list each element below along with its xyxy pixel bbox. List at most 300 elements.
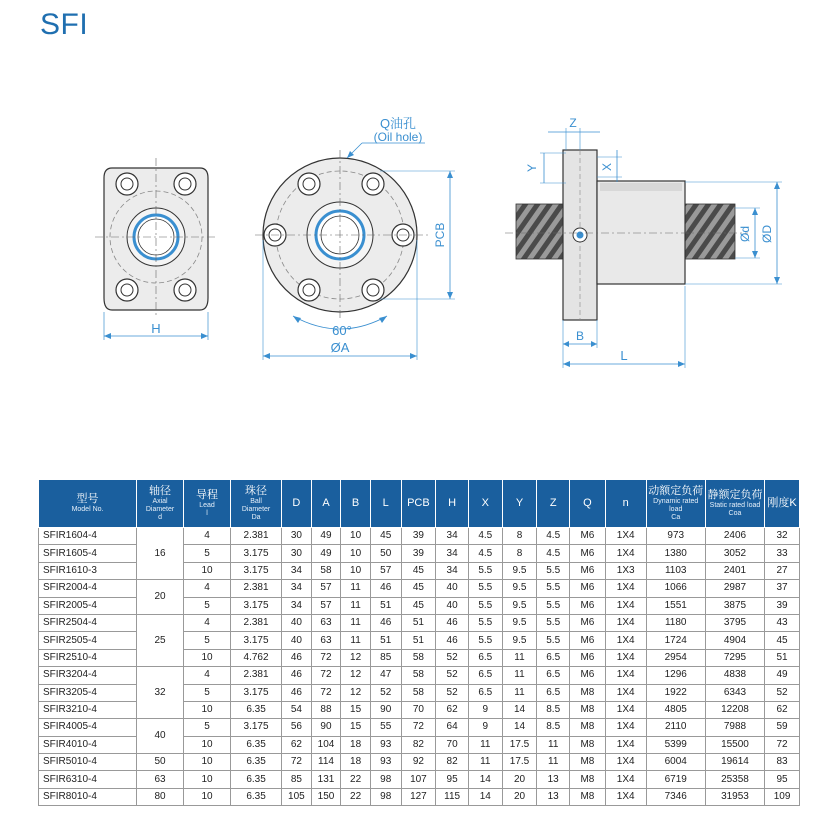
column-header-sublabel: l bbox=[206, 510, 208, 517]
table-cell: 4.5 bbox=[537, 545, 570, 562]
table-cell: 3052 bbox=[705, 545, 764, 562]
table-cell: 45 bbox=[370, 528, 401, 545]
table-cell: 51 bbox=[370, 632, 401, 649]
column-header bbox=[502, 480, 537, 528]
table-cell: 46 bbox=[370, 580, 401, 597]
table-cell: 4 bbox=[184, 580, 231, 597]
table-cell: 95 bbox=[436, 771, 469, 788]
table-cell: 25358 bbox=[705, 771, 764, 788]
table-cell: 50 bbox=[370, 545, 401, 562]
table-cell: 1103 bbox=[646, 562, 705, 579]
table-cell: 973 bbox=[646, 528, 705, 545]
table-cell: 4.5 bbox=[468, 545, 502, 562]
dim-l-label: L bbox=[620, 348, 628, 363]
table-cell: 32 bbox=[765, 528, 800, 545]
table-header-row bbox=[39, 480, 800, 528]
table-cell: 5.5 bbox=[468, 597, 502, 614]
model-cell: SFIR6310-4 bbox=[39, 771, 137, 788]
table-cell: 10 bbox=[184, 754, 231, 771]
side-view bbox=[505, 116, 782, 368]
table-cell: 109 bbox=[765, 788, 800, 805]
model-cell: SFIR2005-4 bbox=[39, 597, 137, 614]
table-cell: M8 bbox=[570, 684, 606, 701]
table-cell: 82 bbox=[401, 736, 436, 753]
table-cell: 9 bbox=[468, 701, 502, 718]
column-header-sublabel: Static rated load bbox=[709, 502, 761, 509]
table-cell: 1922 bbox=[646, 684, 705, 701]
model-cell: SFIR3204-4 bbox=[39, 667, 137, 684]
column-header-label: X bbox=[481, 497, 489, 509]
table-cell: 10 bbox=[184, 736, 231, 753]
table-cell: 40 bbox=[282, 632, 312, 649]
table-cell: 104 bbox=[311, 736, 341, 753]
table-cell: 56 bbox=[282, 719, 312, 736]
table-cell: 5.5 bbox=[468, 580, 502, 597]
table-cell: 11 bbox=[537, 736, 570, 753]
table-cell: 5 bbox=[184, 632, 231, 649]
table-cell: 46 bbox=[282, 649, 312, 666]
table-cell: 7988 bbox=[705, 719, 764, 736]
table-cell: 51 bbox=[401, 614, 436, 631]
table-cell: 3.175 bbox=[231, 684, 282, 701]
table-cell: 14 bbox=[502, 701, 537, 718]
model-cell: SFIR1604-4 bbox=[39, 528, 137, 545]
table-cell: 4.762 bbox=[231, 649, 282, 666]
table-cell: 14 bbox=[468, 788, 502, 805]
table-cell: 15500 bbox=[705, 736, 764, 753]
table-cell: 5.5 bbox=[537, 580, 570, 597]
table-cell: 4 bbox=[184, 528, 231, 545]
table-cell: 39 bbox=[401, 545, 436, 562]
table-cell: 11 bbox=[341, 614, 371, 631]
table-cell: 14 bbox=[502, 719, 537, 736]
diameter-cell: 25 bbox=[137, 614, 184, 666]
table-cell: 3.175 bbox=[231, 545, 282, 562]
table-cell: 46 bbox=[370, 614, 401, 631]
table-cell: M6 bbox=[570, 667, 606, 684]
table-cell: 70 bbox=[401, 701, 436, 718]
diameter-cell: 32 bbox=[137, 667, 184, 719]
table-cell: 114 bbox=[311, 754, 341, 771]
table-cell: 30 bbox=[282, 528, 312, 545]
column-header-sublabel: Coa bbox=[728, 510, 742, 517]
table-cell: 72 bbox=[311, 649, 341, 666]
table-cell: 3.175 bbox=[231, 632, 282, 649]
column-header-sublabel: Da bbox=[251, 514, 261, 521]
table-cell: 5.5 bbox=[537, 632, 570, 649]
diameter-cell: 63 bbox=[137, 771, 184, 788]
table-cell: 51 bbox=[370, 597, 401, 614]
table-cell: 150 bbox=[311, 788, 341, 805]
table-cell: 1X4 bbox=[605, 754, 646, 771]
dim-b-label: B bbox=[575, 329, 585, 343]
column-header-label: 静额定负荷 bbox=[707, 489, 763, 501]
column-header-label: 珠径 bbox=[245, 485, 268, 497]
column-header bbox=[537, 480, 570, 528]
table-cell: 1X4 bbox=[605, 614, 646, 631]
table-cell: 1X4 bbox=[605, 719, 646, 736]
table-row bbox=[39, 788, 800, 805]
table-cell: 115 bbox=[436, 788, 469, 805]
column-header-label: 型号 bbox=[76, 493, 99, 505]
table-cell: 12208 bbox=[705, 701, 764, 718]
column-header-label: Q bbox=[583, 497, 592, 509]
table-cell: 58 bbox=[401, 684, 436, 701]
table-cell: 64 bbox=[436, 719, 469, 736]
table-cell: 83 bbox=[765, 754, 800, 771]
model-cell: SFIR2004-4 bbox=[39, 580, 137, 597]
table-cell: 6.5 bbox=[468, 649, 502, 666]
table-cell: 2401 bbox=[705, 562, 764, 579]
table-cell: 1X4 bbox=[605, 597, 646, 614]
column-header-sublabel: Diameter bbox=[241, 506, 271, 513]
table-cell: 55 bbox=[370, 719, 401, 736]
column-header-sublabel: d bbox=[158, 514, 162, 521]
table-cell: 6.5 bbox=[468, 667, 502, 684]
table-cell: 63 bbox=[311, 632, 341, 649]
diameter-cell: 20 bbox=[137, 580, 184, 615]
table-cell: 6004 bbox=[646, 754, 705, 771]
column-header-label: 轴径 bbox=[149, 485, 172, 497]
table-cell: 46 bbox=[436, 632, 469, 649]
table-cell: 8.5 bbox=[537, 701, 570, 718]
table-cell: 72 bbox=[282, 754, 312, 771]
table-row bbox=[39, 528, 800, 545]
table-cell: 20 bbox=[502, 788, 537, 805]
table-cell: 9.5 bbox=[502, 632, 537, 649]
round-flange-view bbox=[255, 116, 455, 360]
dim-pcb-label: PCB bbox=[433, 222, 447, 248]
table-cell: 127 bbox=[401, 788, 436, 805]
column-header bbox=[370, 480, 401, 528]
table-cell: 13 bbox=[537, 771, 570, 788]
table-cell: 1X4 bbox=[605, 771, 646, 788]
table-cell: 62 bbox=[436, 701, 469, 718]
table-cell: 7346 bbox=[646, 788, 705, 805]
column-header-label: 导程 bbox=[196, 489, 219, 501]
table-cell: 3.175 bbox=[231, 597, 282, 614]
table-cell: 52 bbox=[436, 649, 469, 666]
table-cell: 6.35 bbox=[231, 788, 282, 805]
table-cell: 34 bbox=[436, 562, 469, 579]
column-header bbox=[39, 480, 137, 528]
table-row bbox=[39, 754, 800, 771]
table-cell: 3795 bbox=[705, 614, 764, 631]
table-row bbox=[39, 771, 800, 788]
table-cell: 46 bbox=[282, 684, 312, 701]
table-cell: 33 bbox=[765, 545, 800, 562]
table-cell: 30 bbox=[282, 545, 312, 562]
table-cell: M6 bbox=[570, 632, 606, 649]
spec-table bbox=[38, 479, 800, 806]
dim-d-big-label: ØD bbox=[760, 225, 774, 243]
table-cell: 34 bbox=[436, 545, 469, 562]
column-header-label: Z bbox=[549, 497, 557, 509]
table-cell: 131 bbox=[311, 771, 341, 788]
table-cell: 10 bbox=[341, 545, 371, 562]
table-cell: 11 bbox=[341, 580, 371, 597]
table-cell: 72 bbox=[765, 736, 800, 753]
table-cell: 40 bbox=[436, 597, 469, 614]
table-cell: 4.5 bbox=[537, 528, 570, 545]
table-cell: 11 bbox=[341, 632, 371, 649]
table-cell: 70 bbox=[436, 736, 469, 753]
model-cell: SFIR3210-4 bbox=[39, 701, 137, 718]
table-cell: 34 bbox=[436, 528, 469, 545]
table-cell: 47 bbox=[370, 667, 401, 684]
table-cell: 2.381 bbox=[231, 528, 282, 545]
table-cell: 15 bbox=[341, 701, 371, 718]
model-cell: SFIR5010-4 bbox=[39, 754, 137, 771]
table-cell: 19614 bbox=[705, 754, 764, 771]
oil-hole-label-cn: Q油孔 bbox=[379, 116, 417, 131]
table-cell: 11 bbox=[502, 684, 537, 701]
table-cell: 1380 bbox=[646, 545, 705, 562]
table-cell: 4904 bbox=[705, 632, 764, 649]
table-cell: 18 bbox=[341, 736, 371, 753]
table-cell: 9 bbox=[468, 719, 502, 736]
table-cell: 5399 bbox=[646, 736, 705, 753]
column-header bbox=[436, 480, 469, 528]
table-cell: 45 bbox=[401, 580, 436, 597]
table-cell: 11 bbox=[468, 754, 502, 771]
column-header-label: A bbox=[322, 497, 330, 509]
table-cell: 93 bbox=[370, 754, 401, 771]
model-cell: SFIR2504-4 bbox=[39, 614, 137, 631]
table-cell: 90 bbox=[370, 701, 401, 718]
table-cell: 8 bbox=[502, 545, 537, 562]
table-cell: 13 bbox=[537, 788, 570, 805]
diameter-cell: 16 bbox=[137, 528, 184, 580]
model-cell: SFIR4010-4 bbox=[39, 736, 137, 753]
table-cell: 17.5 bbox=[502, 754, 537, 771]
column-header-label: H bbox=[448, 497, 457, 509]
table-cell: 9.5 bbox=[502, 597, 537, 614]
table-cell: 98 bbox=[370, 788, 401, 805]
table-cell: 40 bbox=[436, 580, 469, 597]
table-cell: 6.35 bbox=[231, 701, 282, 718]
model-cell: SFIR2505-4 bbox=[39, 632, 137, 649]
table-cell: 3.175 bbox=[231, 562, 282, 579]
table-cell: 1X3 bbox=[605, 562, 646, 579]
table-cell: 57 bbox=[311, 597, 341, 614]
table-cell: 17.5 bbox=[502, 736, 537, 753]
table-cell: 72 bbox=[311, 684, 341, 701]
column-header bbox=[705, 480, 764, 528]
table-cell: 4805 bbox=[646, 701, 705, 718]
table-cell: 1724 bbox=[646, 632, 705, 649]
table-cell: M6 bbox=[570, 528, 606, 545]
table-cell: 58 bbox=[401, 649, 436, 666]
table-cell: 1551 bbox=[646, 597, 705, 614]
table-cell: 2.381 bbox=[231, 580, 282, 597]
table-cell: 10 bbox=[341, 562, 371, 579]
column-header-label: B bbox=[351, 497, 360, 509]
model-cell: SFIR1605-4 bbox=[39, 545, 137, 562]
table-cell: 9.5 bbox=[502, 614, 537, 631]
table-cell: 11 bbox=[537, 754, 570, 771]
table-cell: 1180 bbox=[646, 614, 705, 631]
table-cell: 6.35 bbox=[231, 736, 282, 753]
table-cell: 6.5 bbox=[537, 649, 570, 666]
table-cell: 1X4 bbox=[605, 684, 646, 701]
table-cell: 39 bbox=[765, 597, 800, 614]
table-cell: 7295 bbox=[705, 649, 764, 666]
model-cell: SFIR3205-4 bbox=[39, 684, 137, 701]
column-header-label: n bbox=[622, 497, 629, 509]
table-cell: 10 bbox=[184, 771, 231, 788]
model-cell: SFIR1610-3 bbox=[39, 562, 137, 579]
table-cell: 57 bbox=[370, 562, 401, 579]
column-header bbox=[646, 480, 705, 528]
table-row bbox=[39, 614, 800, 631]
table-cell: 5 bbox=[184, 545, 231, 562]
table-cell: 2987 bbox=[705, 580, 764, 597]
table-cell: 10 bbox=[184, 562, 231, 579]
table-cell: 85 bbox=[282, 771, 312, 788]
table-cell: 1X4 bbox=[605, 736, 646, 753]
table-cell: 10 bbox=[341, 528, 371, 545]
table-cell: 6.5 bbox=[468, 684, 502, 701]
table-cell: 5 bbox=[184, 684, 231, 701]
technical-drawing bbox=[0, 0, 839, 400]
table-cell: 1X4 bbox=[605, 580, 646, 597]
column-header bbox=[570, 480, 606, 528]
table-cell: M6 bbox=[570, 597, 606, 614]
table-cell: 9.5 bbox=[502, 562, 537, 579]
table-cell: 37 bbox=[765, 580, 800, 597]
table-cell: 18 bbox=[341, 754, 371, 771]
table-cell: 1066 bbox=[646, 580, 705, 597]
table-cell: 2406 bbox=[705, 528, 764, 545]
table-cell: 6.5 bbox=[537, 684, 570, 701]
column-header bbox=[184, 480, 231, 528]
column-header-sublabel: Axial bbox=[152, 498, 168, 505]
table-cell: 62 bbox=[282, 736, 312, 753]
table-cell: 2.381 bbox=[231, 667, 282, 684]
table-cell: M8 bbox=[570, 771, 606, 788]
table-cell: 4838 bbox=[705, 667, 764, 684]
table-cell: 8.5 bbox=[537, 719, 570, 736]
table-cell: 22 bbox=[341, 788, 371, 805]
table-cell: 5.5 bbox=[468, 562, 502, 579]
table-cell: 49 bbox=[311, 528, 341, 545]
table-cell: 1X4 bbox=[605, 788, 646, 805]
table-cell: 10 bbox=[184, 701, 231, 718]
table-cell: 54 bbox=[282, 701, 312, 718]
dim-y-label: Y bbox=[525, 163, 539, 173]
table-cell: 5.5 bbox=[537, 562, 570, 579]
diameter-cell: 40 bbox=[137, 719, 184, 754]
table-cell: 1296 bbox=[646, 667, 705, 684]
table-cell: 62 bbox=[765, 701, 800, 718]
table-cell: 5 bbox=[184, 719, 231, 736]
column-header bbox=[231, 480, 282, 528]
column-header-label: L bbox=[382, 497, 389, 509]
table-cell: 92 bbox=[401, 754, 436, 771]
table-cell: 49 bbox=[311, 545, 341, 562]
table-cell: 1X4 bbox=[605, 632, 646, 649]
diameter-cell: 80 bbox=[137, 788, 184, 805]
table-cell: 93 bbox=[370, 736, 401, 753]
dim-d-small-label: Ød bbox=[738, 225, 752, 243]
table-row bbox=[39, 580, 800, 597]
table-cell: 51 bbox=[765, 649, 800, 666]
model-cell: SFIR2510-4 bbox=[39, 649, 137, 666]
table-cell: 98 bbox=[370, 771, 401, 788]
column-header bbox=[605, 480, 646, 528]
table-cell: 1X4 bbox=[605, 701, 646, 718]
table-cell: 43 bbox=[765, 614, 800, 631]
table-cell: 12 bbox=[341, 649, 371, 666]
table-cell: 2110 bbox=[646, 719, 705, 736]
column-header-label: 动额定负荷 bbox=[648, 485, 704, 497]
table-cell: 72 bbox=[311, 667, 341, 684]
trimmed-flange-view bbox=[95, 158, 218, 340]
table-cell: 1X4 bbox=[605, 528, 646, 545]
table-cell: 8 bbox=[502, 528, 537, 545]
table-cell: 45 bbox=[765, 632, 800, 649]
column-header-sublabel: Dynamic rated load bbox=[653, 498, 699, 513]
table-cell: 34 bbox=[282, 562, 312, 579]
table-cell: M6 bbox=[570, 545, 606, 562]
table-cell: 59 bbox=[765, 719, 800, 736]
table-row bbox=[39, 719, 800, 736]
table-cell: 34 bbox=[282, 597, 312, 614]
column-header-sublabel: Ca bbox=[671, 514, 681, 521]
model-cell: SFIR8010-4 bbox=[39, 788, 137, 805]
table-cell: 5.5 bbox=[468, 614, 502, 631]
dim-angle-label: 60° bbox=[332, 323, 352, 338]
table-cell: 58 bbox=[401, 667, 436, 684]
table-cell: 105 bbox=[282, 788, 312, 805]
dim-z-label: Z bbox=[569, 116, 577, 130]
table-cell: 10 bbox=[184, 788, 231, 805]
table-cell: 52 bbox=[436, 684, 469, 701]
table-cell: 49 bbox=[765, 667, 800, 684]
table-cell: 3875 bbox=[705, 597, 764, 614]
table-cell: 90 bbox=[311, 719, 341, 736]
table-cell: 9.5 bbox=[502, 580, 537, 597]
table-cell: M6 bbox=[570, 562, 606, 579]
table-cell: 5.5 bbox=[537, 614, 570, 631]
table-cell: 10 bbox=[184, 649, 231, 666]
table-cell: 1X4 bbox=[605, 545, 646, 562]
table-cell: M6 bbox=[570, 580, 606, 597]
table-cell: 11 bbox=[502, 667, 537, 684]
column-header-sublabel: Diameter bbox=[145, 506, 175, 513]
table-cell: 1X4 bbox=[605, 649, 646, 666]
table-cell: 12 bbox=[341, 684, 371, 701]
column-header-sublabel: Ball bbox=[250, 498, 262, 505]
table-cell: 51 bbox=[401, 632, 436, 649]
table-cell: M8 bbox=[570, 736, 606, 753]
table-cell: 14 bbox=[468, 771, 502, 788]
table-cell: 107 bbox=[401, 771, 436, 788]
table-cell: 45 bbox=[401, 562, 436, 579]
table-cell: 2954 bbox=[646, 649, 705, 666]
table-cell: 4 bbox=[184, 614, 231, 631]
table-cell: 88 bbox=[311, 701, 341, 718]
table-cell: 63 bbox=[311, 614, 341, 631]
table-cell: 6343 bbox=[705, 684, 764, 701]
column-header bbox=[282, 480, 312, 528]
table-cell: 4 bbox=[184, 667, 231, 684]
table-cell: 27 bbox=[765, 562, 800, 579]
table-cell: 72 bbox=[401, 719, 436, 736]
table-cell: 52 bbox=[436, 667, 469, 684]
table-cell: 11 bbox=[468, 736, 502, 753]
